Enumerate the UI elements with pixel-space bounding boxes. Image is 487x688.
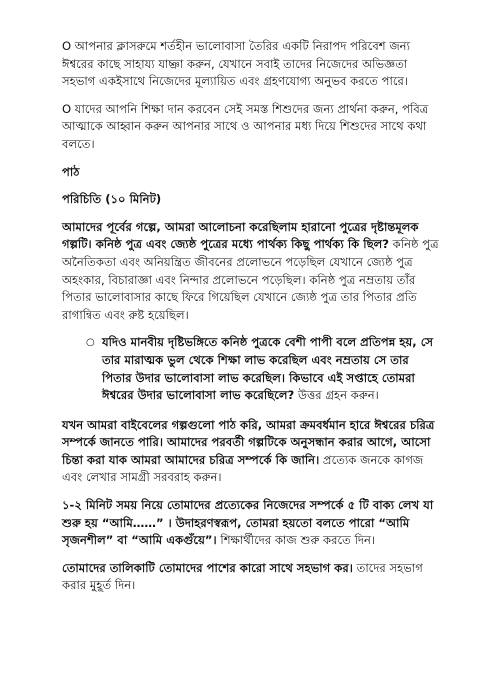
activity-normal-text: শিক্ষার্থীদের কাজ শুরু করতে দিন।: [216, 533, 376, 548]
prayer-paragraph-children: O যাদের আপনি শিক্ষা দান করবেন সেই সমস্ত শিশুদের জন্য প্রার্থনা করুন, পবিত্র আত্মাকে আহ্বান করুন আপনার সাথে ও আপনার মধ্য দিয়ে শিশুদের সাথে কথা বলতে।: [62, 101, 429, 151]
bible-stories-paragraph: [62, 417, 439, 487]
hollow-bullet-icon: ○: [86, 337, 95, 349]
intro-heading: পরিচিতি (১০ মিনিট): [62, 192, 162, 207]
discussion-sub-item: [86, 334, 439, 404]
lesson-heading: পাঠ: [62, 164, 80, 179]
activity-bold-text: ১-২ মিনিট সময় নিয়ে তোমাদের প্রত্যেকের নিজেদের সম্পর্কে ৫ টি বাক্য লেখ যা শুরু হয় “আমি……” । উদাহরণস্বরূপ, তোমরা হয়তো বলতে পারো “আমি সৃজনশীল” বা “আমি একগুঁয়ে”।: [62, 498, 434, 548]
intro-normal-text: কনিষ্ঠ পুত্র অনৈতিকতা এবং অনিয়ন্ত্রিত জীবনের প্রলোভনে পড়েছিল যেখানে জ্যেষ্ঠ পুত্র অহংকার, বিচারাজ্ঞা এবং নিন্দার প্রলোভনে পড়েছিল। কনিষ্ঠ পুত্র নম্রতায় তাঁর পিতার ভালোবাসার কাছে ফিরে গিয়েছিল যেখানে জ্যেষ্ঠ পুত্র তার পিতার প্রতি রাগান্বিত এবং রুষ্ট হয়েছিল।: [62, 237, 439, 322]
prayer-paragraph-classroom: O আপনার ক্লাসরুমে শর্তহীন ভালোবাসা তৈরির একটি নিরাপদ পরিবেশ জন্য ঈশ্বরের কাছে সাহায্য যাচ্ঞা করুন, যেখানে সবাই তাদের নিজেদের অভিজ্ঞতা সহভাগ একইসাথে নিজেদের মূল্যায়িত এবং গ্রহণযোগ্য অনুভব করতে পারে।: [62, 39, 410, 89]
activity-paragraph: [62, 497, 439, 550]
bible-normal-text: প্রত্যেক জনকে কাগজ এবং লেখার সামগ্রী সরবরাহ করুন।: [62, 452, 424, 485]
bible-bold-text: যখন আমরা বাইবেলের গল্পগুলো পাঠ করি, আমরা ক্রমবর্ধমান হারে ঈশ্বরের চরিত্র সম্পর্কে জানতে পারি। আমাদের পরবর্তী গল্পটিকে অনুসন্ধান করার আগে, আসো চিন্তা করা যাক আমরা আমাদের চরিত্র সম্পর্কে কি জানি।: [62, 417, 435, 467]
intro-paragraph: [62, 219, 439, 325]
sub-item-bold-text: যদিও মানবীয় দৃষ্টিভঙ্গিতে কনিষ্ঠ পুত্রকে বেশী পাপী বলে প্রতিপন্ন হয়, সে তার মারাত্মক ভুল থেকে শিক্ষা লাভ করেছিল এবং নম্রতায় সে তার পিতার উদার ভালোবাসা লাভ করেছিল। কিভাবে এই সপ্তাহে তোমরা ঈশ্বরের উদার ভালোবাসা লাভ করেছিলে?: [102, 335, 434, 403]
share-paragraph: [62, 560, 439, 595]
share-normal-text: তাদের সহভাগ করার মুহূর্ত দিন।: [62, 560, 423, 593]
share-bold-text: তোমাদের তালিকাটি তোমাদের পাশের কারো সাথে সহভাগ কর।: [62, 560, 353, 575]
intro-bold-text: আমাদের পূর্বের গল্পে, আমরা আলোচনা করেছিলাম হারানো পুত্রের দৃষ্টান্তমূলক গল্পটি। কনিষ্ঠ পুত্র এবং জ্যেষ্ঠ পুত্রের মধ্যে পার্থক্য কিছু পার্থক্য কি ছিল?: [62, 219, 419, 252]
sub-item-normal-text: উত্তর গ্রহন করুন।: [294, 388, 379, 403]
